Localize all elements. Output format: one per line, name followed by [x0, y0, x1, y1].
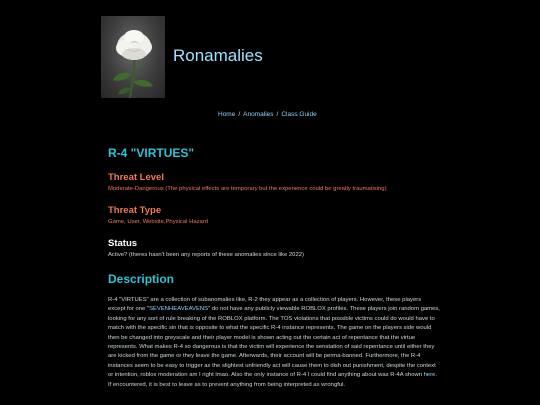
nav-separator: /: [276, 111, 279, 118]
status-heading: Status: [108, 238, 138, 249]
page-title: R-4 "VIRTUES": [108, 146, 195, 160]
nav-link-class-guide[interactable]: Class Guide: [281, 111, 317, 118]
breadcrumb-nav: [218, 111, 317, 118]
nav-link-home[interactable]: Home: [218, 111, 236, 118]
sevenheaveavens-profile-link[interactable]: SEVENHEAVEAVENS: [149, 306, 209, 313]
description-heading: Description: [108, 272, 175, 286]
rose-logo-image[interactable]: [101, 16, 165, 98]
threat-level-text: Moderate-Dangerous (The physical effects are temporary but the experience could be greatly traumatising): [108, 186, 387, 192]
site-title: Ronamalies: [173, 46, 263, 65]
white-rose-icon: [101, 16, 165, 98]
description-text: [108, 296, 440, 390]
article-content: [108, 146, 440, 390]
status-text: Active? (theres hasn't been any reports of these anomalies since like 2022): [108, 252, 304, 258]
nav-link-anomalies[interactable]: Anomalies: [243, 111, 274, 118]
description-part-2: " do not have any publicly viewable ROBLOX profiles. These players join random games, looking for any sort of rule breaking of the ROBLOX platform. The TOS violations that possible victims could do would have to match with the specific sin that is opposite to what the specific R-4 instance represents. The game on the players side would then be changed into greyscale and their player model is shown acting out the certain act of repentance that the virtue represents. What makes R-4 so dangerous is that the victim will experience the senstation of said repentance until either they are kicked from the game or they leave the game. Afterwards, their account will be perma-banned. Furthermore, the R-4 instances seem to be easy to trigger as the slightest unfriendly act will cause them to dish out punishment, despite the context or intention, roblox moderation am I right lmao. Also the only instance of R-4 I could find anything about was R-4A shown: [108, 306, 440, 379]
description-part-1: R-4 "VIRTUES" are a collection of subanomalies like, R-2 they appear as a collection of players. However, these players except for one ": [108, 297, 422, 313]
r4a-here-link[interactable]: here: [423, 372, 436, 379]
threat-level-heading: Threat Level: [108, 172, 164, 183]
nav-separator: /: [238, 111, 241, 118]
description-part-3: . If encountered, it is best to leave as to prevent anything from being interpreted as wrongful.: [108, 372, 438, 388]
threat-type-text: Game, User, Website,Physical Hazard: [108, 219, 209, 225]
threat-type-heading: Threat Type: [108, 205, 162, 216]
